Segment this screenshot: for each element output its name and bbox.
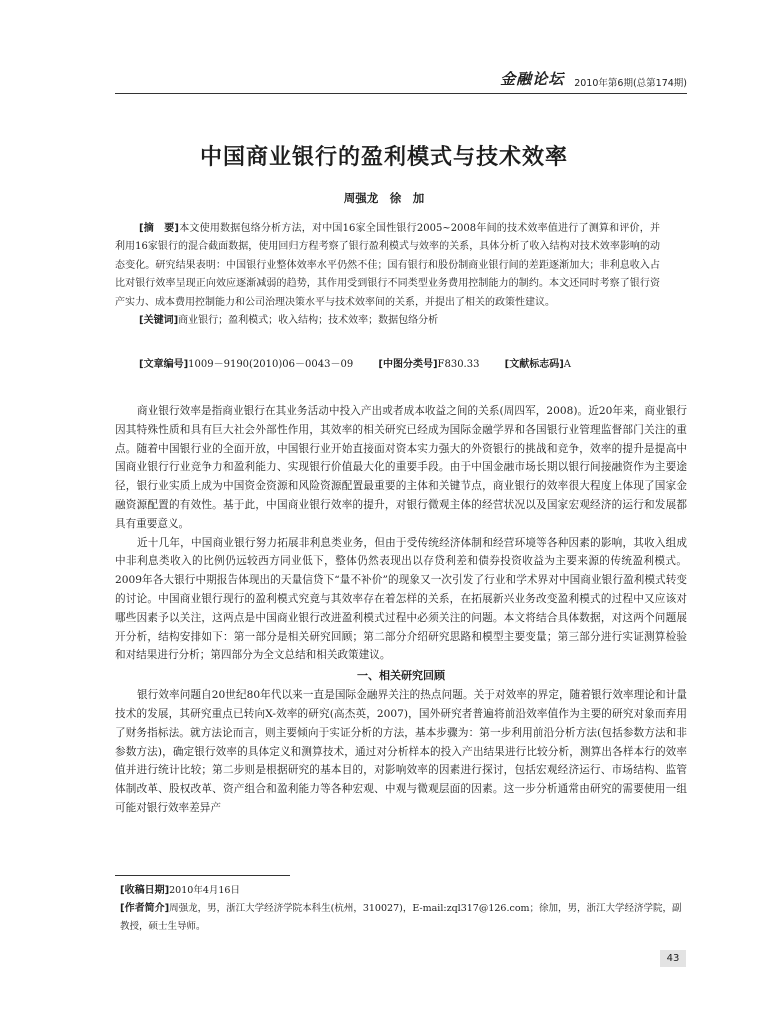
section-heading: 一、相关研究回顾 xyxy=(357,669,445,683)
received-date: [收稿日期]2010年4月16日 xyxy=(120,885,240,896)
page-header xyxy=(115,70,687,94)
keywords-text: 商业银行；盈利模式；收入结构；技术效率；数据包络分析 xyxy=(178,315,439,327)
paper-authors: 周强龙 徐 加 xyxy=(343,191,425,205)
abstract-label: [摘 要] xyxy=(139,223,179,234)
clc-label: [中图分类号] xyxy=(378,359,438,370)
received-label: [收稿日期] xyxy=(120,885,170,896)
clc-code: F830.33 xyxy=(437,359,480,370)
abstract-block xyxy=(115,220,660,330)
article-meta xyxy=(139,355,669,370)
article-no-label: [文章编号] xyxy=(139,359,189,370)
issue-info: 2010年第6期(总第174期) xyxy=(574,78,687,89)
paper-title: 中国商业银行的盈利模式与技术效率 xyxy=(199,144,568,170)
body-paragraph-3: 银行效率问题自20世纪80年代以来一直是国际金融界关注的热点问题。关于对效率的界定，随着银行效率理论和计量技术的发展，其研究重点已转向X-效率的研究(高杰英，2007)，国外研究者普遍将前沿效率值作为主要的研究对象而弃用了财务指标法。就方法论而言，则主要倾向于实证分析的方法，基本步骤为：第一步利用前沿分析方法(包括参数方法和非参数方法)，确定银行效率的具体定义和测算技术，通过对分析样本的投入产出结果进行比较分析，测算出各样本行的效率值并进行统计比较；第二步则是根据研究的基本目的，对影响效率的因素进行探讨，包括宏观经济运行、市场结构、监管体制改革、股权改革、资产组合和盈利能力等各种宏观、中观与微观层面的因素。这一步分析通常由研究的需要使用一组可能对银行效率差异产 xyxy=(115,689,687,814)
article-no: 1009－9190(2010)06－0043－09 xyxy=(188,359,354,370)
body-paragraph-1: 商业银行效率是指商业银行在其业务活动中投入产出或者成本收益之间的关系(周四军，2008)。近20年来，商业银行因其特殊性质和具有巨大社会外部性作用，其效率的相关研究已经成为国际金融学界和各国银行业管理监督部门关注的重点。随着中国银行业的全面开放，中国银行业开始直接面对资本实力强大的外资银行的挑战和竞争，效率的提升是提高中国商业银行行业竞争力和盈利能力、实现银行价值最大化的重要手段。由于中国金融市场长期以银行间接融资作为主要途径，银行业实质上成为中国资金资源和风险资源配置最重要的主体和关键节点，商业银行的效率很大程度上体现了国家金融资源配置的有效性。基于此，中国商业银行效率的提升，对银行微观主体的经营状况以及国家宏观经济的运行和发展都具有重要意义。 xyxy=(115,405,687,530)
keywords-line xyxy=(115,312,660,330)
doc-code: A xyxy=(563,359,572,370)
doc-code-label: [文献标志码] xyxy=(504,359,564,370)
footnote-divider xyxy=(115,875,290,876)
footnotes xyxy=(115,882,687,936)
body-paragraph-2: 近十几年，中国商业银行努力拓展非利息类业务，但由于受传统经济体制和经营环境等各种因素的影响，其收入组成中非利息类收入的比例仍远较西方同业低下，整体仍然表现出以存贷利差和债券投资收益为主要来源的传统盈利模式。2009年各大银行中期报告体现出的天量信贷下“量不补价”的现象又一次引发了行业和学术界对中国商业银行盈利模式转变的讨论。中国商业银行现行的盈利模式究竟与其效率存在着怎样的关系，在拓展新兴业务改变盈利模式的过程中又应该对哪些因素予以关注，这两点是中国商业银行改进盈利模式过程中必须关注的问题。本文将结合具体数据，对这两个问题展开分析，结构安排如下：第一部分是相关研究回顾；第二部分介绍研究思路和模型主要变量；第三部分进行实证测算检验和对结果进行分析；第四部分为全文总结和相关政策建议。 xyxy=(115,536,687,662)
author-info: [作者简介]周强龙，男，浙江大学经济学院本科生(杭州，310027)，E-mail:zql317@126.com；徐加，男，浙江大学经济学院，副教授，硕士生导师。 xyxy=(120,903,682,932)
body-text xyxy=(115,402,687,818)
page-number: 43 xyxy=(660,950,686,967)
abstract-paragraph xyxy=(115,220,660,312)
journal-brand: 金融论坛 xyxy=(500,70,565,88)
abstract-text: 本文使用数据包络分析方法，对中国16家全国性银行2005~2008年间的技术效率值进行了测算和评价，并利用16家银行的混合截面数据，使用回归方程考察了银行盈利模式与效率的关系，具体分析了收入结构对技术效率影响的动态变化。研究结果表明：中国银行业整体效率水平仍然不佳；国有银行和股份制商业银行间的差距逐渐加大；非利息收入占比对银行效率呈现正向效应逐渐减弱的趋势，其作用受到银行不同类型业务费用控制能力的制约。本文还同时考察了银行资产实力、成本费用控制能力和公司治理决策水平与技术效率间的关系，并提出了相关的政策性建议。 xyxy=(115,223,660,308)
author-info-label: [作者简介] xyxy=(120,903,170,914)
keywords-label: [关键词] xyxy=(139,315,179,327)
